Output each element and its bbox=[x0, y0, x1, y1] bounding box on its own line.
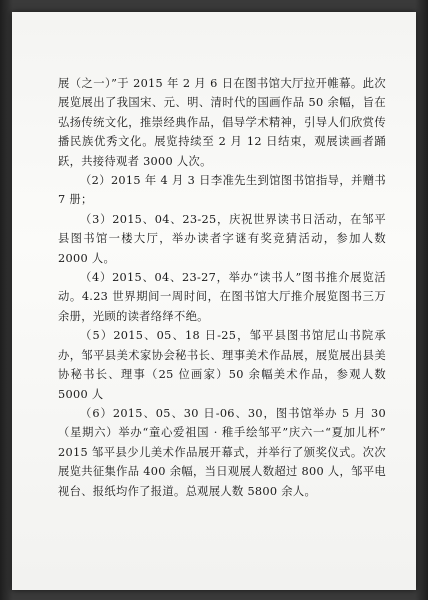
paragraph-item-6: （6）2015、05、30 日-06、30，图书馆举办 5 月 30 （星期六）举办“童心爱祖国 · 稚手绘邹平”庆六一“夏加儿杯” 2015 邹平县少儿美术作品展开幕式，并举行了颁奖仪式。次次展览共征集作品 400 余幅，当日观展人数超过 800 人，邹平电视台、报纸均作了报道。总观展人数 5800 余人。 bbox=[58, 406, 386, 498]
document-page bbox=[12, 12, 416, 590]
paragraph-item-3: （3）2015、04、23-25，庆祝世界读书日活动，在邹平县图书馆一楼大厅，举办读者字谜有奖竞猜活动，参加人数 2000 人。 bbox=[58, 212, 386, 265]
paragraph-exhibition-intro: 展（之一）”于 2015 年 2 月 6 日在图书馆大厅拉开帷幕。此次展览展出了我国宋、元、明、清时代的国画作品 50 余幅，旨在弘扬传统文化，推崇经典作品，倡导学术精神，引导人们欣赏传播民族优秀文化。展览持续至 2 月 12 日结束，观展读画者踊跃，共接待观者 3000 人次。 bbox=[58, 77, 386, 168]
paragraph-item-4: （4）2015、04、23-27，举办“读书人”图书推介展览活动。4.23 世界期间一周时间，在图书馆大厅推介展览图书三万余册，光顾的读者络绎不绝。 bbox=[58, 271, 386, 323]
paragraph-item-5: （5）2015、05、18 日-25，邹平县图书馆尼山书院承办，邹平县美术家协会秘书长、理事美术作品展，展览展出县美协秘书长、理事（25 位画家）50 余幅美术作品，参观人数 5000 人 bbox=[58, 329, 386, 401]
document-body bbox=[58, 74, 386, 501]
paragraph-item-2: （2）2015 年 4 月 3 日李准先生到馆图书馆指导，并赠书 7 册； bbox=[58, 174, 386, 207]
